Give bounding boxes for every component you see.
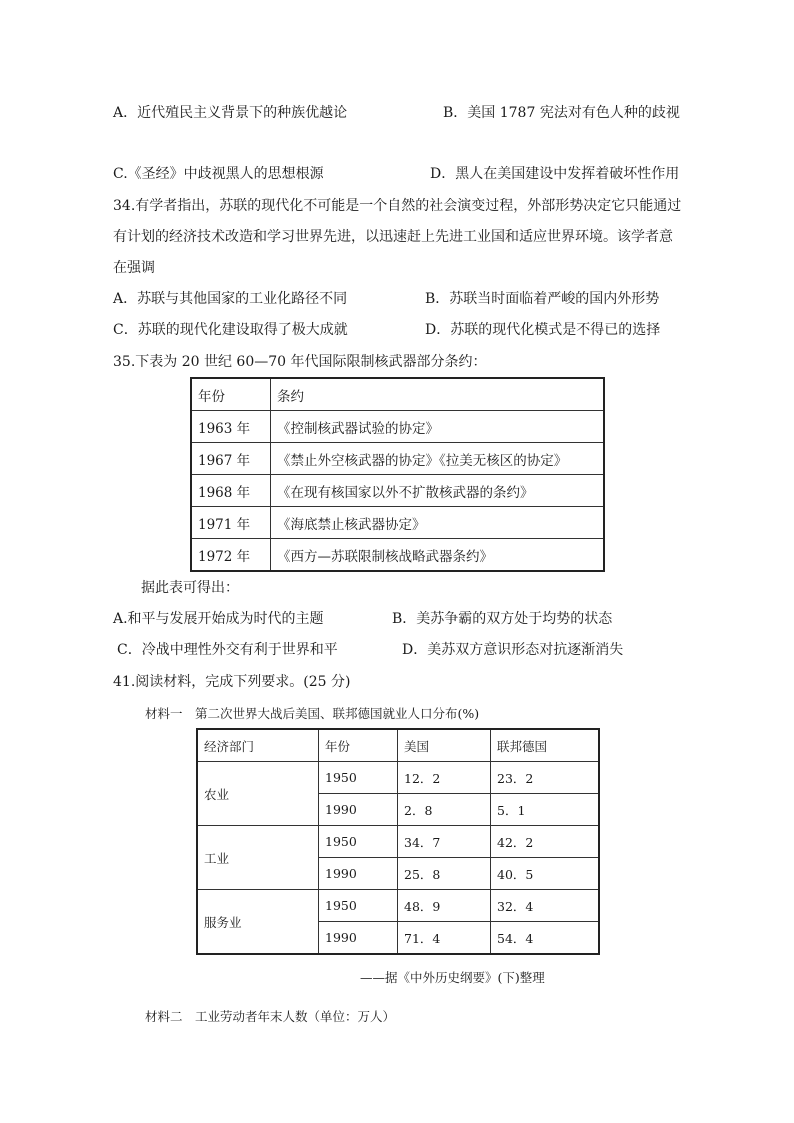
employment-table xyxy=(196,728,600,955)
q35-prompt: 据此表可得出： xyxy=(141,580,239,596)
material-2-title: 材料二 工业劳动者年末人数（单位：万人） xyxy=(145,1009,396,1024)
q34-option-b: B．苏联当时面临着严峻的国内外形势 xyxy=(425,291,660,307)
q34-stem-line-1: 34.有学者指出，苏联的现代化不可能是一个自然的社会演变过程，外部形势决定它只能通过 xyxy=(113,198,682,214)
treaty-cell: 《海底禁止核武器协定》 xyxy=(271,507,605,539)
year-cell: 1967 年 xyxy=(191,443,271,475)
material-1-source: ——据《中外历史纲要》(下)整理 xyxy=(360,970,545,985)
usa-cell: 2．8 xyxy=(398,794,491,826)
q35-option-b: B．美苏争霸的双方处于均势的状态 xyxy=(392,611,613,627)
west-germany-cell: 42．2 xyxy=(491,826,600,858)
treaty-cell: 《在现有核国家以外不扩散核武器的条约》 xyxy=(271,475,605,507)
treaty-cell: 《禁止外空核武器的协定》《拉美无核区的协定》 xyxy=(271,443,605,475)
q41-stem: 41.阅读材料，完成下列要求。(25 分) xyxy=(113,674,351,690)
year-cell: 1990 xyxy=(319,858,398,890)
usa-cell: 71．4 xyxy=(398,922,491,955)
year-cell: 1950 xyxy=(319,826,398,858)
sector-cell-services: 服务业 xyxy=(197,890,319,955)
q33-option-a: A．近代殖民主义背景下的种族优越论 xyxy=(113,105,348,121)
west-germany-cell: 5．1 xyxy=(491,794,600,826)
usa-cell: 48．9 xyxy=(398,890,491,922)
table-row xyxy=(197,890,599,922)
west-germany-cell: 40．5 xyxy=(491,858,600,890)
table-row xyxy=(191,475,604,507)
q34-stem-line-3: 在强调 xyxy=(113,260,155,276)
header-year: 年份 xyxy=(319,729,398,762)
q34-option-d: D．苏联的现代化模式是不得已的选择 xyxy=(425,322,661,338)
q35-option-a: A.和平与发展开始成为时代的主题 xyxy=(113,611,324,627)
usa-cell: 25．8 xyxy=(398,858,491,890)
west-germany-cell: 54．4 xyxy=(491,922,600,955)
west-germany-cell: 32．4 xyxy=(491,890,600,922)
q33-option-c: C.《圣经》中歧视黑人的思想根源 xyxy=(113,166,324,182)
q33-option-b: B．美国 1787 宪法对有色人种的歧视 xyxy=(443,105,680,121)
q35-option-c: C．冷战中理性外交有利于世界和平 xyxy=(117,642,338,658)
table-row xyxy=(197,762,599,794)
header-year: 年份 xyxy=(191,378,271,411)
table-row xyxy=(191,411,604,443)
sector-cell-industry: 工业 xyxy=(197,826,319,890)
material-1-title: 材料一 第二次世界大战后美国、联邦德国就业人口分布(%) xyxy=(145,706,480,721)
table-row xyxy=(191,507,604,539)
year-cell: 1990 xyxy=(319,922,398,955)
sector-cell-agriculture: 农业 xyxy=(197,762,319,826)
q35-stem: 35.下表为 20 世纪 60—70 年代国际限制核武器部分条约： xyxy=(113,354,487,370)
west-germany-cell: 23．2 xyxy=(491,762,600,794)
year-cell: 1963 年 xyxy=(191,411,271,443)
year-cell: 1972 年 xyxy=(191,539,271,572)
year-cell: 1950 xyxy=(319,890,398,922)
table-header-row xyxy=(197,729,599,762)
header-west-germany: 联邦德国 xyxy=(491,729,600,762)
q33-option-d: D．黑人在美国建设中发挥着破坏性作用 xyxy=(430,166,680,182)
q34-option-a: A．苏联与其他国家的工业化路径不同 xyxy=(113,291,348,307)
usa-cell: 34．7 xyxy=(398,826,491,858)
header-usa: 美国 xyxy=(398,729,491,762)
treaty-table xyxy=(190,377,605,572)
usa-cell: 12．2 xyxy=(398,762,491,794)
q35-option-d: D．美苏双方意识形态对抗逐渐消失 xyxy=(402,642,624,658)
table-header-row xyxy=(191,378,604,411)
q34-stem-line-2: 有计划的经济技术改造和学习世界先进，以迅速赶上先进工业国和适应世界环境。该学者意 xyxy=(113,229,673,245)
year-cell: 1968 年 xyxy=(191,475,271,507)
header-sector: 经济部门 xyxy=(197,729,319,762)
table-row xyxy=(197,826,599,858)
table-row xyxy=(191,539,604,572)
treaty-cell: 《控制核武器试验的协定》 xyxy=(271,411,605,443)
header-treaty: 条约 xyxy=(271,378,605,411)
table-row xyxy=(191,443,604,475)
year-cell: 1990 xyxy=(319,794,398,826)
treaty-cell: 《西方—苏联限制核战略武器条约》 xyxy=(271,539,605,572)
year-cell: 1950 xyxy=(319,762,398,794)
q34-option-c: C．苏联的现代化建设取得了极大成就 xyxy=(113,322,348,338)
year-cell: 1971 年 xyxy=(191,507,271,539)
